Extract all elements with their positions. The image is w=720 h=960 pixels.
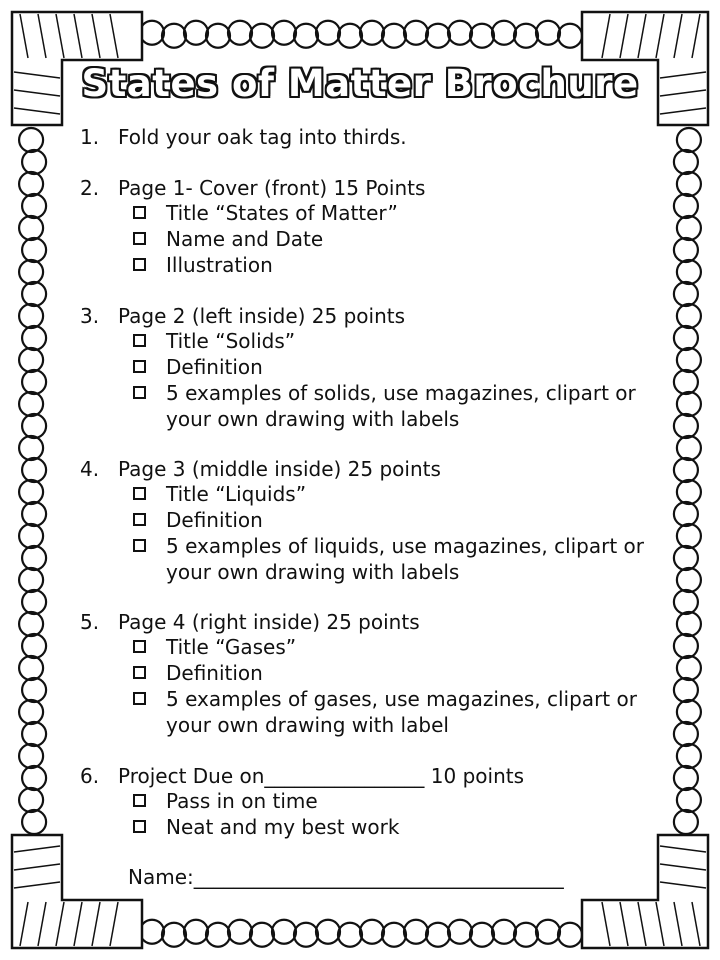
step-4-item-2: Definition: [166, 508, 263, 532]
step-3-number: 3.: [80, 304, 100, 328]
step-4-item-1: Title “Liquids”: [166, 482, 307, 506]
name-line: Name:_____________________________________: [128, 865, 564, 889]
step-6-number: 6.: [80, 764, 100, 788]
step-2-text: Page 1- Cover (front) 15 Points: [118, 176, 426, 200]
step-2-item-2: Name and Date: [166, 227, 324, 251]
step-3-checkbox-2[interactable]: [133, 360, 146, 373]
step-2-item-3: Illustration: [166, 253, 273, 277]
step-3-item-3-continuation: your own drawing with labels: [166, 407, 460, 431]
step-1-number: 1.: [80, 125, 100, 149]
step-2-number: 2.: [80, 176, 100, 200]
step-3-text: Page 2 (left inside) 25 points: [118, 304, 406, 328]
step-5-number: 5.: [80, 610, 100, 634]
page-title: States of Matter Brochure: [81, 62, 639, 105]
step-3-item-1: Title “Solids”: [166, 329, 296, 353]
step-4-item-3-continuation: your own drawing with labels: [166, 560, 460, 584]
step-5-checkbox-1[interactable]: [133, 640, 146, 653]
step-4-checkbox-2[interactable]: [133, 513, 146, 526]
step-1-text: Fold your oak tag into thirds.: [118, 125, 407, 149]
step-3-checkbox-3[interactable]: [133, 386, 146, 399]
step-4-item-3: 5 examples of liquids, use magazines, clipart or: [166, 534, 645, 558]
step-5-text: Page 4 (right inside) 25 points: [118, 610, 420, 634]
step-5-checkbox-3[interactable]: [133, 692, 146, 705]
step-4-checkbox-3[interactable]: [133, 539, 146, 552]
step-6-item-2: Neat and my best work: [166, 815, 400, 839]
step-2-checkbox-3[interactable]: [133, 258, 146, 271]
step-4-number: 4.: [80, 457, 100, 481]
step-5-item-3-continuation: your own drawing with label: [166, 713, 449, 737]
step-5-item-1: Title “Gases”: [166, 635, 297, 659]
step-5-item-3: 5 examples of gases, use magazines, clipart or: [166, 687, 637, 711]
step-6-text: Project Due on________________ 10 points: [118, 764, 525, 788]
step-4-text: Page 3 (middle inside) 25 points: [118, 457, 441, 481]
step-2-checkbox-1[interactable]: [133, 206, 146, 219]
step-6-checkbox-2[interactable]: [133, 820, 146, 833]
step-3-item-2: Definition: [166, 355, 263, 379]
step-3-checkbox-1[interactable]: [133, 334, 146, 347]
step-2-checkbox-2[interactable]: [133, 232, 146, 245]
step-6-checkbox-1[interactable]: [133, 794, 146, 807]
step-6-item-1: Pass in on time: [166, 789, 318, 813]
step-5-checkbox-2[interactable]: [133, 666, 146, 679]
step-2-item-1: Title “States of Matter”: [166, 201, 398, 225]
step-5-item-2: Definition: [166, 661, 263, 685]
step-4-checkbox-1[interactable]: [133, 487, 146, 500]
step-3-item-3: 5 examples of solids, use magazines, clipart or: [166, 381, 636, 405]
